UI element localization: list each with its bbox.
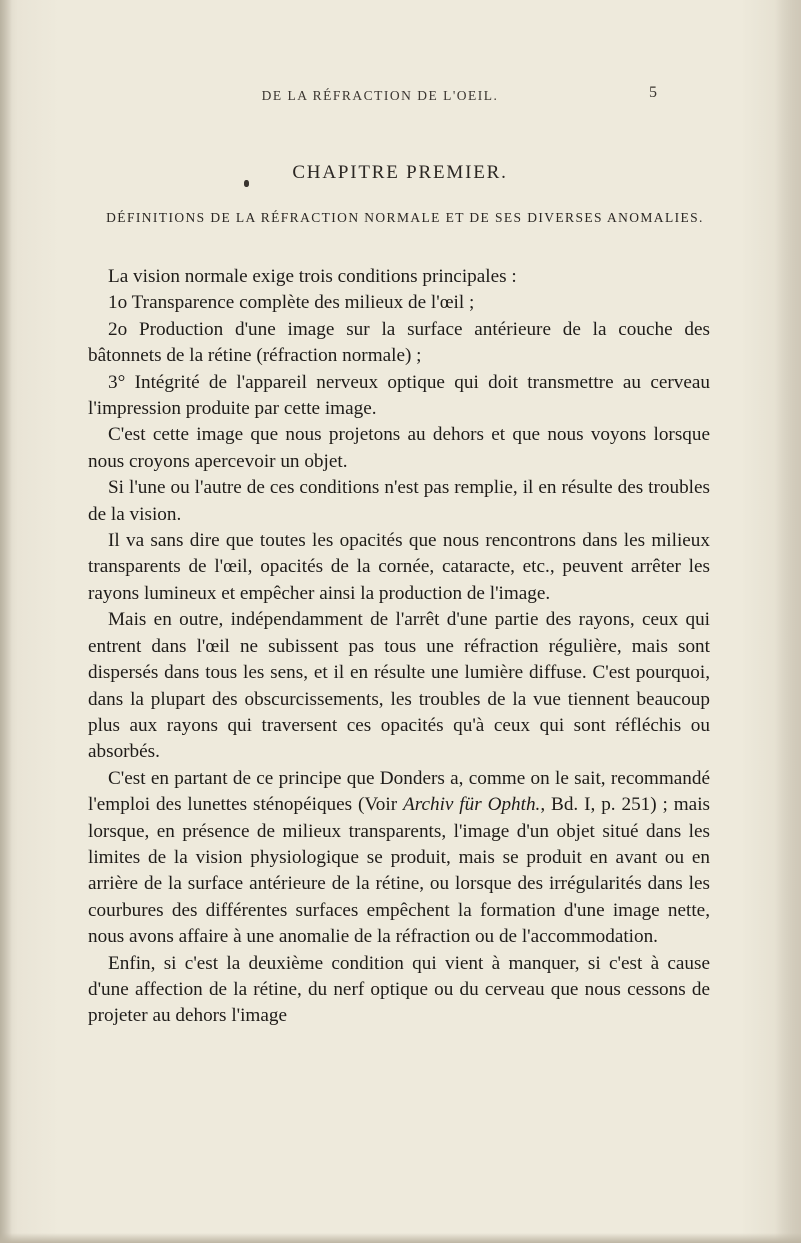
chapter-title: CHAPITRE PREMIER. <box>292 162 508 183</box>
paragraph: Il va sans dire que toutes les opacités que nous rencontrons dans les milieux transparents de l'œil, opacités de la cornée, cataracte, etc., peuvent arrêter les rayons lumineux et empêcher ainsi la production de l'image. <box>88 530 710 604</box>
page-number: 5 <box>649 84 657 101</box>
running-head: DE LA RÉFRACTION DE L'OEIL. <box>261 88 499 103</box>
donders-text-after: , Bd. I, p. 251) ; mais lorsque, en présence de milieux transparents, l'image d'un objet situé dans les limites de la vision physiologique se produit, mais se produit en avant ou en arrière de la surface antérieure de la rétine, ou lorsque des irrégularités dans les courbures des différentes surfaces empêchent la formation d'une image nette, nous avons affaire à une anomalie de la réfraction ou de l'accommodation. <box>88 794 710 948</box>
body-text <box>88 264 710 1030</box>
paragraph: La vision normale exige trois conditions principales : <box>108 266 517 287</box>
paragraph-donders <box>88 766 710 951</box>
paragraph: Si l'une ou l'autre de ces conditions n'est pas remplie, il en résulte des troubles de la vision. <box>88 477 710 525</box>
paragraph: Enfin, si c'est la deuxième condition qui vient à manquer, si c'est à cause d'une affection de la rétine, du nerf optique ou du cerveau que nous cessons de projeter au dehors l'image <box>88 952 710 1027</box>
journal-citation: Archiv für Ophth. <box>402 794 541 816</box>
paragraph: C'est cette image que nous projetons au dehors et que nous voyons lorsque nous croyons apercevoir un objet. <box>88 424 710 472</box>
paragraph: Mais en outre, indépendamment de l'arrêt d'une partie des rayons, ceux qui entrent dans l'œil ne subissent pas tous une réfraction régulière, mais sont dispersés dans tous les sens, et il en résulte une lumière diffuse. C'est pourquoi, dans la plupart des obscurcissements, les troubles de la vue tiennent beaucoup plus aux rayons qui traversent ces opacités qu'à ceux qui sont réfléchis ou absorbés. <box>88 609 710 763</box>
section-title: DÉFINITIONS DE LA RÉFRACTION NORMALE ET DE SES DIVERSES ANOMALIES. <box>106 210 704 225</box>
paragraph: 1o Transparence complète des milieux de l'œil ; <box>108 292 475 314</box>
ink-mark <box>244 180 249 187</box>
spine-shadow <box>0 0 12 1243</box>
page-edge <box>775 0 801 1243</box>
paragraph: 3° Intégrité de l'appareil nerveux optique qui doit transmettre au cerveau l'impression produite par cette image. <box>88 371 710 420</box>
donders-text-before: C'est en partant de ce principe que Donders a, comme on le sait, recommandé l'emploi des lunettes sténopéiques (Voir <box>88 767 710 816</box>
page-bottom-shadow <box>0 1233 801 1243</box>
paragraph: 2o Production d'une image sur la surface antérieure de la couche des bâtonnets de la rétine (réfraction normale) ; <box>88 318 710 367</box>
